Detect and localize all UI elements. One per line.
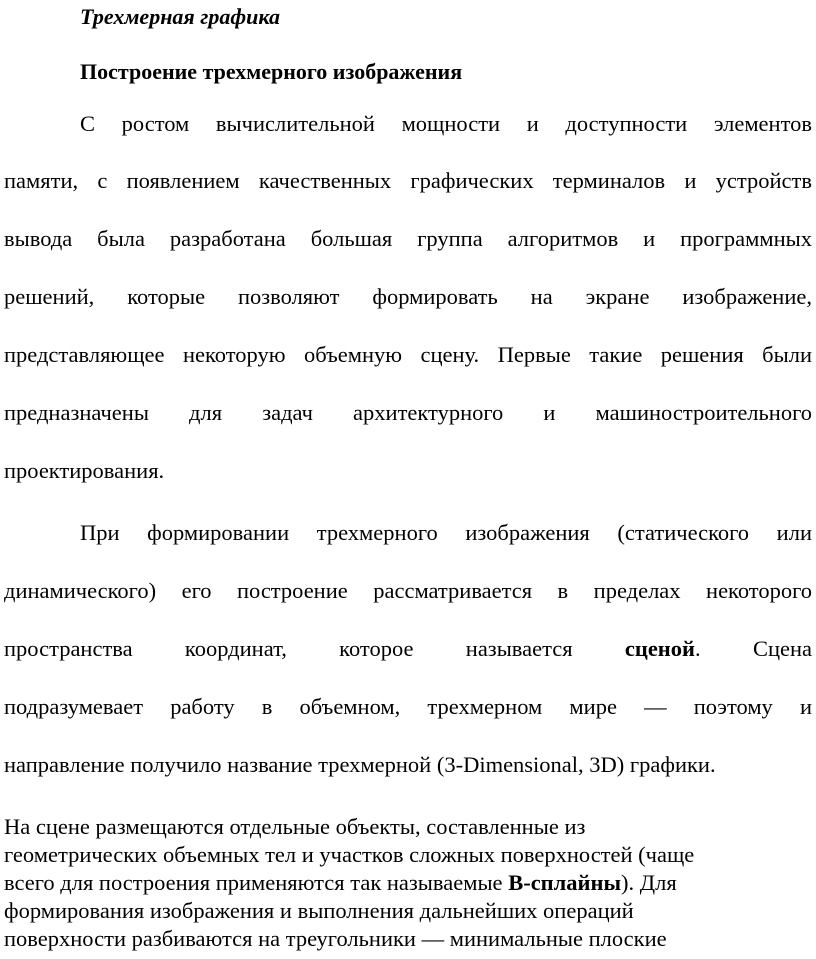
term-scene: сценой [624,636,695,661]
paragraph-3-line-4: формирования изображения и выполнения дальнейших операций [4,898,634,923]
paragraph-1-line-2: памяти, с появлением качественных графических терминалов и устройств [4,168,812,193]
paragraph-3-line-3 [4,869,812,897]
paragraph-3-line-1: На сцене размещаются отдельные объекты, составленные из [4,814,586,839]
paragraph-2-line-3-text-after: . Сцена [695,636,812,661]
paragraph-3-line-5: поверхности разбиваются на треугольники — минимальные плоские [4,926,667,951]
paragraph-1-line-3: вывода была разработана большая группа алгоритмов и программных [4,226,812,251]
paragraph-3-line-3-text-before: всего для построения применяются так называемые [4,870,509,895]
paragraph-3-line-3-text-after: ). Для [621,870,677,895]
subsection-title: Построение трехмерного изображения [80,59,463,84]
paragraph-2-line-2: динамического) его построение рассматривается в пределах некоторого [4,578,812,603]
section-title: Трехмерная графика [80,4,280,29]
paragraph-2-line-3-text-before: пространства координат, которое называется [4,636,625,661]
paragraph-2-line-5: направление получило название трехмерной (3-Dimensional, 3D) графики. [4,752,716,777]
paragraph-3-line-2: геометрических объемных тел и участков сложных поверхностей (чаще [4,842,695,867]
paragraph-2-line-4: подразумевает работу в объемном, трехмерном мире — поэтому и [4,694,812,719]
paragraph-1-line-7: проектирования. [4,458,165,483]
paragraph-2-line-1: При формировании трехмерного изображения (статического или [80,520,812,545]
paragraph-1-line-4: решений, которые позволяют формировать на экране изображение, [4,284,812,309]
paragraph-2-line-3 [4,634,812,664]
paragraph-1-line-5: представляющее некоторую объемную сцену. Первые такие решения были [4,342,812,367]
paragraph-1-line-1: С ростом вычислительной мощности и доступности элементов [80,111,812,136]
paragraph-1-line-6: предназначены для задач архитектурного и машиностроительного [4,400,812,425]
term-b-splines: B-сплайны [508,870,622,895]
